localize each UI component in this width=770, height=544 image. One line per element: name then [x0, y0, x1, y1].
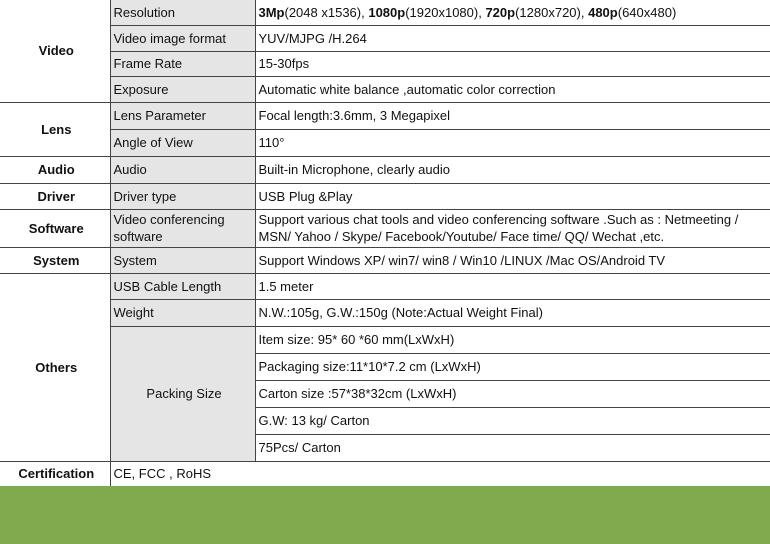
spec-row-packing-1	[0, 326, 770, 353]
spec-row-format	[0, 25, 770, 51]
value-driver-type: USB Plug &Play	[255, 183, 770, 209]
res-480p-detail: (640x480)	[617, 4, 677, 20]
category-others: Others	[0, 273, 110, 461]
spec-row-resolution	[0, 0, 770, 25]
value-gross-weight: G.W: 13 kg/ Carton	[255, 407, 770, 434]
value-certification: CE, FCC , RoHS	[110, 461, 770, 486]
value-exposure: Automatic white balance ,automatic color correction	[255, 76, 770, 102]
spec-row-weight	[0, 299, 770, 326]
value-audio: Built-in Microphone, clearly audio	[255, 156, 770, 183]
category-certification: Certification	[18, 466, 95, 482]
value-software-line2: MSN/ Yahoo / Skype/ Facebook/Youtube/ Face time/ QQ/ Wechat ,etc.	[258, 229, 665, 244]
footer-band	[0, 486, 770, 544]
spec-row-lens-parameter	[0, 102, 770, 129]
label-packing-size: Packing Size	[110, 326, 255, 461]
res-480p: 480p	[588, 4, 618, 20]
category-video: Video	[0, 0, 110, 102]
label-software-line2: software	[113, 229, 163, 244]
category-audio: Audio	[0, 156, 110, 183]
spec-row-audio	[0, 156, 770, 183]
label-system: System	[110, 247, 255, 273]
category-driver: Driver	[0, 183, 110, 209]
label-video-format: Video image format	[110, 25, 255, 51]
value-carton-size: Carton size :57*38*32cm (LxWxH)	[255, 380, 770, 407]
label-cable-length: USB Cable Length	[110, 273, 255, 299]
value-software	[255, 209, 770, 247]
res-1080p: 1080p	[368, 4, 406, 20]
label-audio: Audio	[110, 156, 255, 183]
label-software	[110, 209, 255, 247]
category-lens: Lens	[0, 102, 110, 156]
label-driver-type: Driver type	[110, 183, 255, 209]
spec-row-system	[0, 247, 770, 273]
value-pcs-per-carton: 75Pcs/ Carton	[255, 434, 770, 461]
value-lens-parameter: Focal length:3.6mm, 3 Megapixel	[255, 102, 770, 129]
res-720p-detail: (1280x720),	[515, 4, 589, 20]
res-720p: 720p	[485, 4, 516, 20]
spec-row-angle	[0, 129, 770, 156]
value-weight: N.W.:105g, G.W.:150g (Note:Actual Weight Final)	[255, 299, 770, 326]
value-video-format: YUV/MJPG /H.264	[255, 25, 770, 51]
value-system: Support Windows XP/ win7/ win8 / Win10 /LINUX /Mac OS/Android TV	[255, 247, 770, 273]
value-packaging-size: Packaging size:11*10*7.2 cm (LxWxH)	[255, 353, 770, 380]
value-packing-item-size: Item size: 95* 60 *60 mm(LxWxH)	[255, 326, 770, 353]
value-frame-rate: 15-30fps	[255, 51, 770, 76]
value-resolution	[255, 0, 770, 25]
label-resolution: Resolution	[110, 0, 255, 25]
value-software-line1: Support various chat tools and video conferencing software .Such as : Netmeeting /	[258, 212, 739, 227]
label-weight: Weight	[110, 299, 255, 326]
label-software-line1: Video conferencing	[113, 212, 225, 227]
spec-row-exposure	[0, 76, 770, 102]
res-1080p-detail: (1920x1080),	[405, 4, 486, 20]
category-software: Software	[0, 209, 110, 247]
spec-row-frame-rate	[0, 51, 770, 76]
category-system: System	[0, 247, 110, 273]
value-angle-of-view: 110°	[255, 129, 770, 156]
res-3mp: 3Mp	[258, 4, 285, 20]
spec-row-driver	[0, 183, 770, 209]
label-angle-of-view: Angle of View	[110, 129, 255, 156]
label-frame-rate: Frame Rate	[110, 51, 255, 76]
label-exposure: Exposure	[110, 76, 255, 102]
label-lens-parameter: Lens Parameter	[110, 102, 255, 129]
value-cable-length: 1.5 meter	[255, 273, 770, 299]
res-3mp-detail: (2048 x1536),	[284, 4, 369, 20]
spec-row-certification	[0, 461, 770, 486]
spec-row-software	[0, 209, 770, 247]
spec-row-cable	[0, 273, 770, 299]
